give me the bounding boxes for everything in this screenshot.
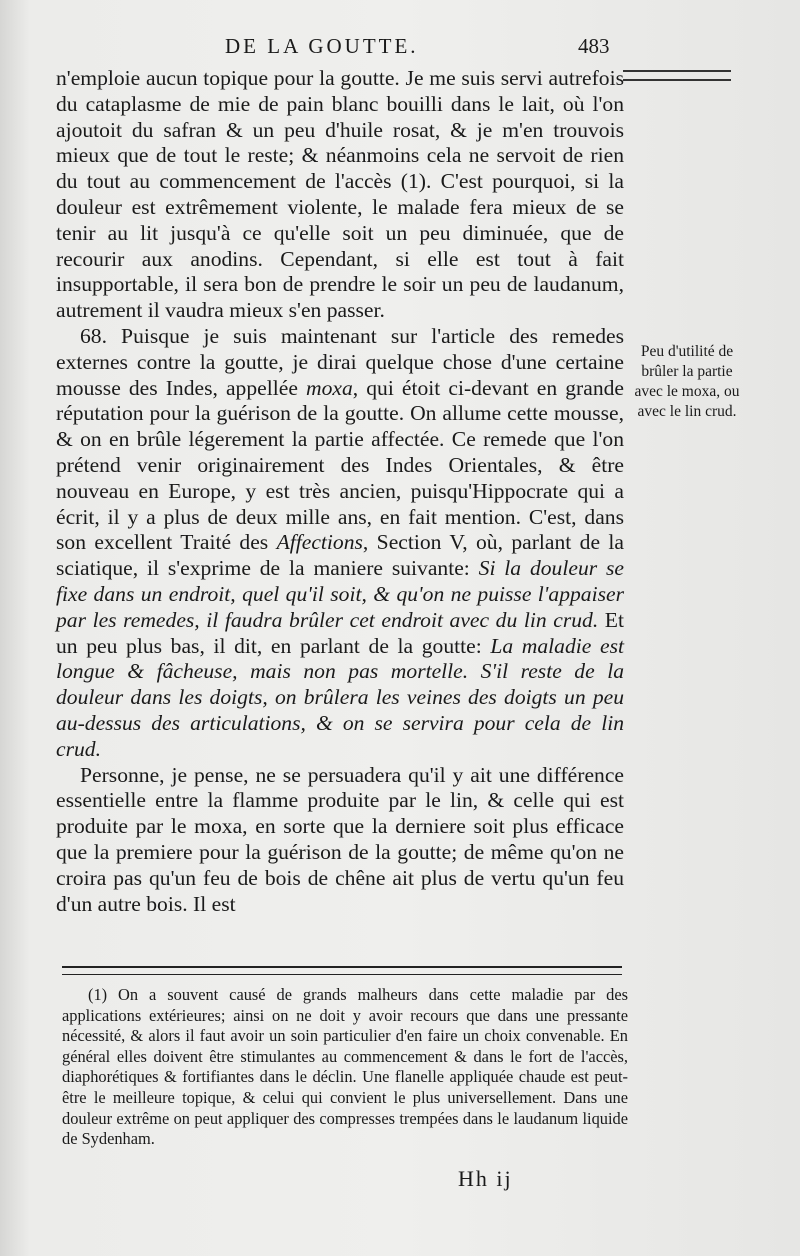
margin-note: Peu d'utilité de brûler la partie avec le moxa, ou avec le lin crud.: [634, 343, 740, 420]
footnote-rule: [62, 966, 622, 975]
p68-text-c: , Section V, où, parlant de la sciatique, il s'exprime de la maniere suivante:: [56, 530, 624, 581]
signature-mark: Hh ij: [458, 1166, 513, 1191]
p68-quote-2: La maladie est longue & fâcheuse, mais non pas mortelle. S'il reste de la douleur dans les doigts, on brûlera les veines des doigts un peu au-dessus des articulations, & on se servira pour cela de lin crud.: [56, 633, 624, 761]
footnote-text: (1) On a souvent causé de grands malheurs dans cette maladie par des applications extérieures; ainsi on ne doit y avoir recours que dans une pressante nécessité, & alors il faut avoir un soin particulier d'en faire un choix convenable. En général elles doivent être stimulantes au commencement & dans le fort de l'accès, diaphorétiques & fortifiantes dans le déclin. Une flanelle appliquée chaude est peut-être le meilleure topique, & celui qui convient le plus universellement. Dans une douleur extrême on peut appliquer des compresses trempées dans le laudanum liquide de Sydenham.: [62, 985, 628, 1149]
paragraph-68: [56, 324, 624, 763]
paragraph-3: Personne, je pense, ne se persuadera qu'il y ait une différence essentielle entre la flamme produite par le lin, & celle qui est produite par le moxa, en sorte que la derniere soit plus efficace que la premiere pour la guérison de la goutte; de même qu'on ne croira pas qu'un feu de bois de chêne ait plus de vertu qu'un feu d'un autre bois. Il est: [56, 762, 624, 916]
page-number: 483: [578, 34, 610, 58]
running-title: DE LA GOUTTE.: [225, 34, 419, 58]
paragraph-1: n'emploie aucun topique pour la goutte. Je me suis servi autrefois du cataplasme de mie de pain blanc bouilli dans le lait, où l'on ajoutoit du safran & un peu d'huile rosat, & je m'en trouvois mieux que de tout le reste; & néanmoins cela ne servoit de rien du tout au commencement de l'accès (1). C'est pourquoi, si la douleur est extrêmement violente, le malade fera mieux de se tenir au lit jusqu'à ce qu'elle soit un peu diminuée, que de recourir aux anodins. Cependant, si elle est tout à fait insupportable, il sera bon de prendre le soir un peu de laudanum, autrement il vaudra mieux s'en passer.: [56, 66, 624, 323]
p68-text-a: 68. Puisque je suis maintenant sur l'article des remedes externes contre la goutte, je dirai quelque chose d'une certaine mousse des Indes, appellée: [56, 323, 624, 400]
margin-rule: [623, 70, 731, 81]
p68-quote-1: Si la douleur se fixe dans un endroit, quel qu'il soit, & qu'on ne puisse l'appaiser par les remedes, il faudra brûler cet endroit avec du lin crud.: [56, 556, 624, 632]
main-text: [56, 66, 624, 917]
footnote: [62, 985, 628, 1150]
p68-moxa: moxa: [305, 375, 353, 400]
p68-affections: Affections: [276, 530, 363, 555]
p68-text-d: Et un peu plus bas, il dit, en parlant de la goutte:: [56, 607, 624, 658]
p68-text-b: , qui étoit ci-devant en grande réputation pour la guérison de la goutte. On allume cette mousse, & on en brûle légerement la partie affectée. Ce remede que l'on prétend venir originairement des Indes Orientales, & être nouveau en Europe, y est très ancien, puisqu'Hippocrate qui a écrit, il y a plus de deux mille ans, en fait mention. C'est, dans son excellent Traité des: [56, 375, 624, 555]
